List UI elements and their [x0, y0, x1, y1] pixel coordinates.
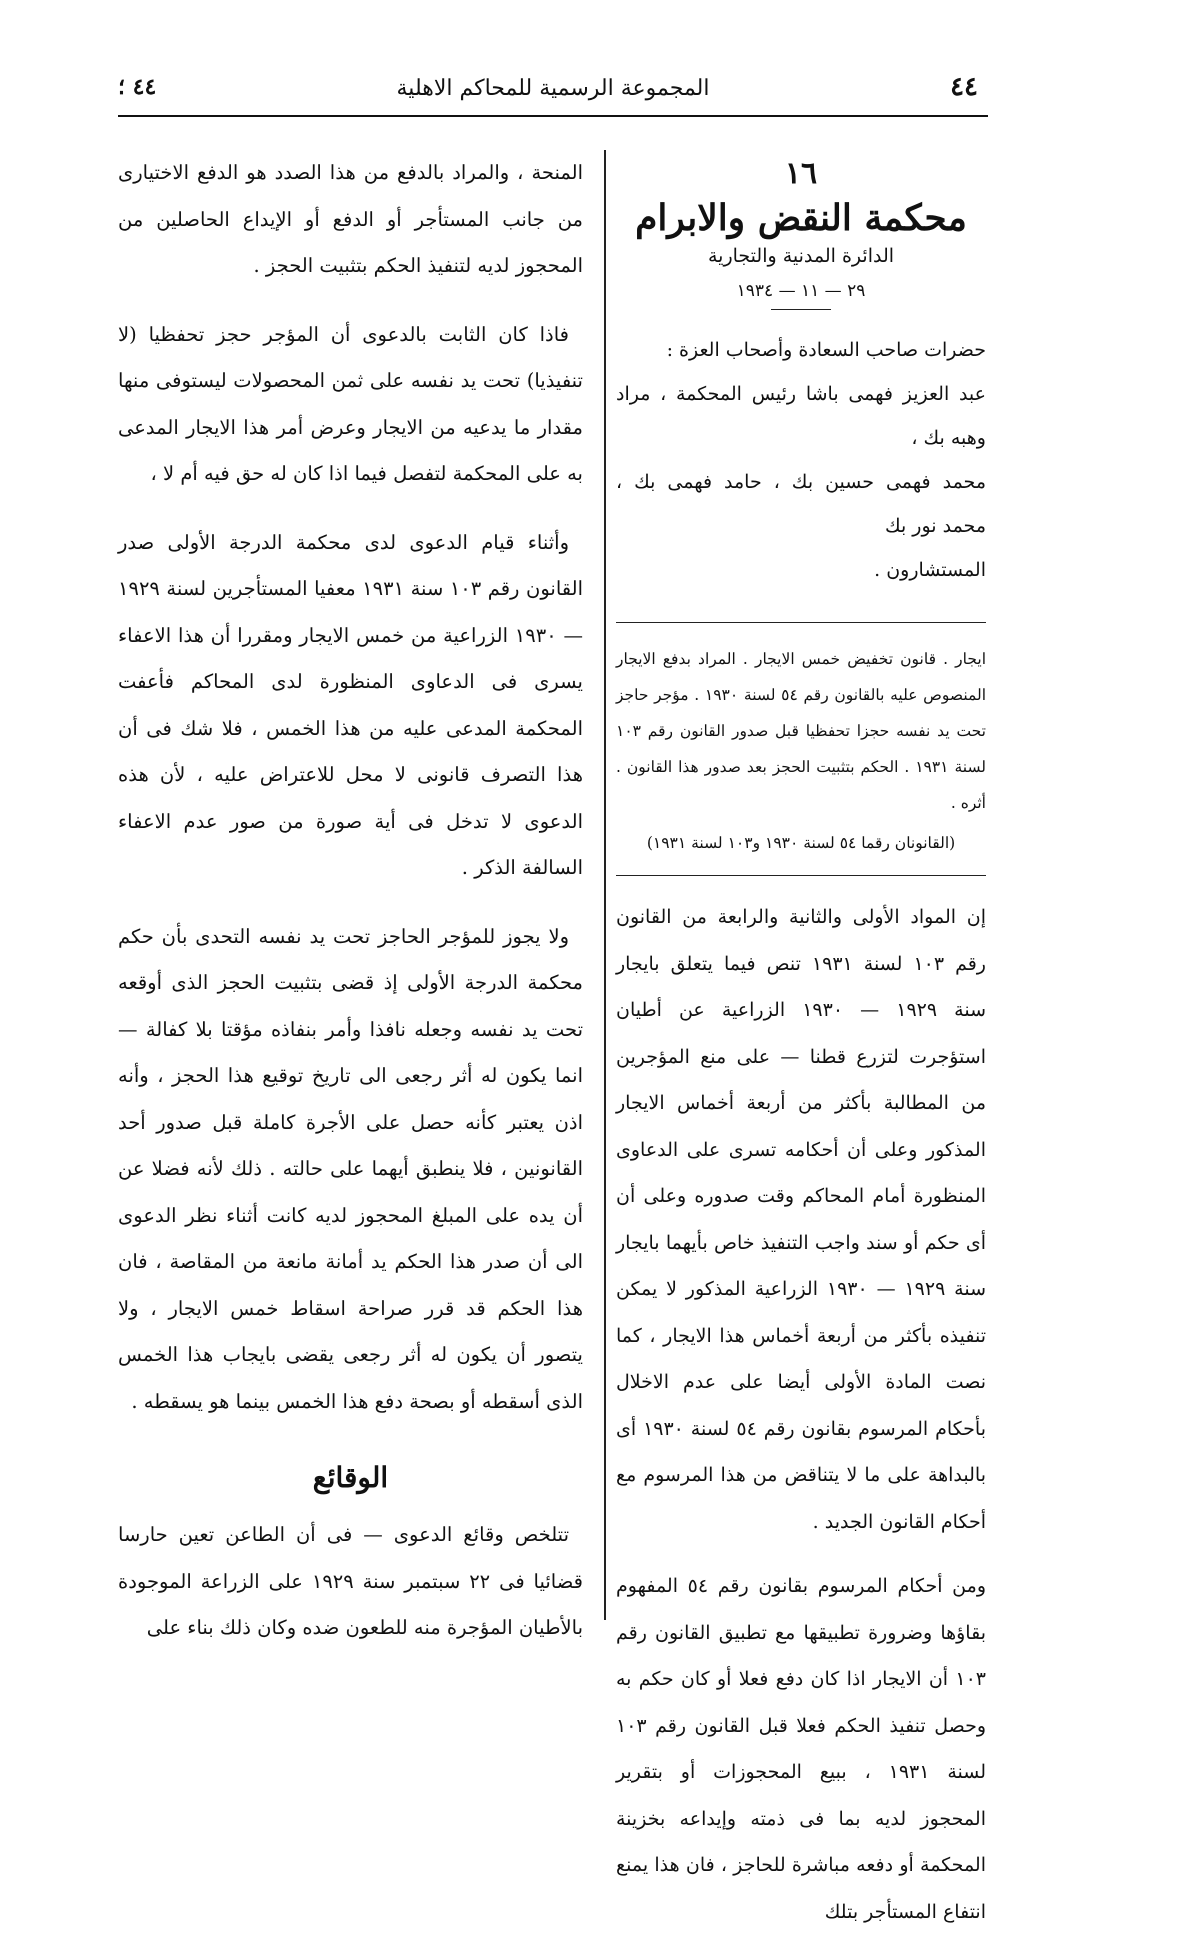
syllabus: [616, 622, 986, 876]
facts-paragraph: تتلخص وقائع الدعوى — فى أن الطاعن تعين حارسا قضائيا فى ٢٢ سبتمبر سنة ١٩٢٩ على الزراعة الموجودة بالأطيان المؤجرة منه للطعون ضده وكان ذلك بناء على: [118, 1523, 583, 1639]
judges-panel: [616, 328, 986, 592]
body-paragraph: إن المواد الأولى والثانية والرابعة من القانون رقم ١٠٣ لسنة ١٩٣١ تنص فيما يتعلق بايجار سنة ١٩٢٩ — ١٩٣٠ الزراعية عن أطيان استؤجرت لتزرع قطنا — على منع المؤجرين من المطالبة بأكثر من أربعة أخماس الايجار المذكور وعلى أن أحكامه تسرى على الدعاوى المنظورة أمام المحاكم وقت صدوره وعلى أن أى حكم أو سند واجب التنفيذ خاص بأيهما بايجار سنة ١٩٢٩ — ١٩٣٠ الزراعية المذكور لا يمكن تنفيذه بأكثر من أربعة أخماس هذا الايجار ، كما نصت المادة الأولى أيضا على عدم الاخلال بأحكام المرسوم بقانون رقم ٥٤ لسنة ١٩٣٠ أى بالبداهة على ما لا يتناقض من هذا المرسوم مع أحكام القانون الجديد .: [616, 906, 986, 1533]
header-rule: [118, 115, 988, 117]
page-number-right: ٤٤: [950, 72, 978, 102]
body-paragraph: ولا يجوز للمؤجر الحاجز تحت يد نفسه التحدى بأن حكم محكمة الدرجة الأولى إذ قضى بتثبيت الحجز الذى أوقعه تحت يد نفسه وجعله نافذا وأمر بنفاذه مؤقتا بلا كفالة — انما يكون له أثر رجعى الى تاريخ توقيع هذا الحجز ، وأنه اذن يعتبر كأنه حصل على الأجرة كاملة قبل صدور أحد القانونين ، فلا ينطبق أيهما على حالته . ذلك لأنه فضلا عن أن يده على المبلغ المحجوز لديه كانت أثناء نظر الدعوى الى أن صدر هذا الحكم يد أمانة مانعة من المقاصة ، فان هذا الحكم قد قرر صراحة اسقاط خمس الايجار ، ولا يتصور أن يكون له أثر رجعى يقضى بايجاب هذا الخمس الذى أسقطه أو بصحة دفع هذا الخمس بينما هو يسقطه .: [118, 924, 583, 1413]
panel-line: المستشارون .: [874, 559, 986, 581]
panel-line: حضرات صاحب السعادة وأصحاب العزة :: [666, 339, 986, 361]
panel-line: محمد فهمى حسين بك ، حامد فهمى بك ، محمد نور بك: [616, 471, 986, 537]
case-number: ١٦: [784, 156, 818, 191]
left-column: [118, 150, 583, 1674]
body-paragraph: فاذا كان الثابت بالدعوى أن المؤجر حجز تحفظيا (لا تنفيذيا) تحت يد نفسه على ثمن المحصولات ليستوفى منها مقدار ما يدعيه من الايجار وعرض أمر هذا الايجار المدعى به على المحكمة لتفصل فيما اذا كان له حق فيه أم لا ،: [118, 322, 583, 485]
running-title: المجموعة الرسمية للمحاكم الاهلية: [396, 76, 710, 101]
body-paragraph: المنحة ، والمراد بالدفع من هذا الصدد هو الدفع الاختيارى من جانب المستأجر أو الدفع أو الإيداع الحاصلين من المحجوز لديه لتنفيذ الحكم بتثبيت الحجز .: [118, 161, 583, 277]
circuit-name: الدائرة المدنية والتجارية: [707, 245, 895, 267]
column-divider: [604, 150, 606, 1620]
laws-reference: (القانونان رقما ٥٤ لسنة ١٩٣٠ و١٠٣ لسنة ١٩٣١): [616, 827, 986, 876]
session-date: ٢٩ — ١١ — ١٩٣٤: [736, 281, 866, 301]
page-number-left: ٤٤ ؛: [118, 74, 157, 100]
panel-line: عبد العزيز فهمى باشا رئيس المحكمة ، مراد وهبه بك ،: [616, 383, 986, 449]
syllabus-text: ايجار . قانون تخفيض خمس الايجار . المراد بدفع الايجار المنصوص عليه بالقانون رقم ٥٤ لسنة ١٩٣٠ . مؤجر حاجز تحت يد نفسه حجزا تحفظيا قبل صدور القانون رقم ١٠٣ لسنة ١٩٣١ . الحكم بتثبيت الحجز بعد صدور هذا القانون . أثره .: [616, 650, 986, 812]
court-name: محكمة النقض والابرام: [635, 197, 967, 239]
facts-heading: الوقائع: [312, 1461, 389, 1494]
right-column: [616, 150, 986, 1935]
body-paragraph: وأثناء قيام الدعوى لدى محكمة الدرجة الأولى صدر القانون رقم ١٠٣ سنة ١٩٣١ معفيا المستأجرين لسنة ١٩٢٩ — ١٩٣٠ الزراعية من خمس الايجار ومقررا أن هذا الاعفاء يسرى فى الدعاوى المنظورة لدى المحاكم فأعفت المحكمة المدعى عليه من هذا الخمس ، فلا شك فى أن هذا التصرف قانونى لا محل للاعتراض عليه ، لأن هذه الدعوى لا تدخل فى أية صورة من صور عدم الاعفاء السالفة الذكر .: [118, 530, 583, 879]
body-paragraph: ومن أحكام المرسوم بقانون رقم ٥٤ المفهوم بقاؤها وضرورة تطبيقها مع تطبيق القانون رقم ١٠٣ أن الايجار اذا كان دفع فعلا أو كان حكم به وحصل تنفيذ الحكم فعلا قبل القانون رقم ١٠٣ لسنة ١٩٣١ ، ببيع المحجوزات أو بتقرير المحجوز لديه بما فى ذمته وإيداعه بخزينة المحكمة أو دفعه مباشرة للحاجز ، فان هذا يمنع انتفاع المستأجر بتلك: [616, 1575, 987, 1923]
short-rule: [771, 309, 831, 310]
